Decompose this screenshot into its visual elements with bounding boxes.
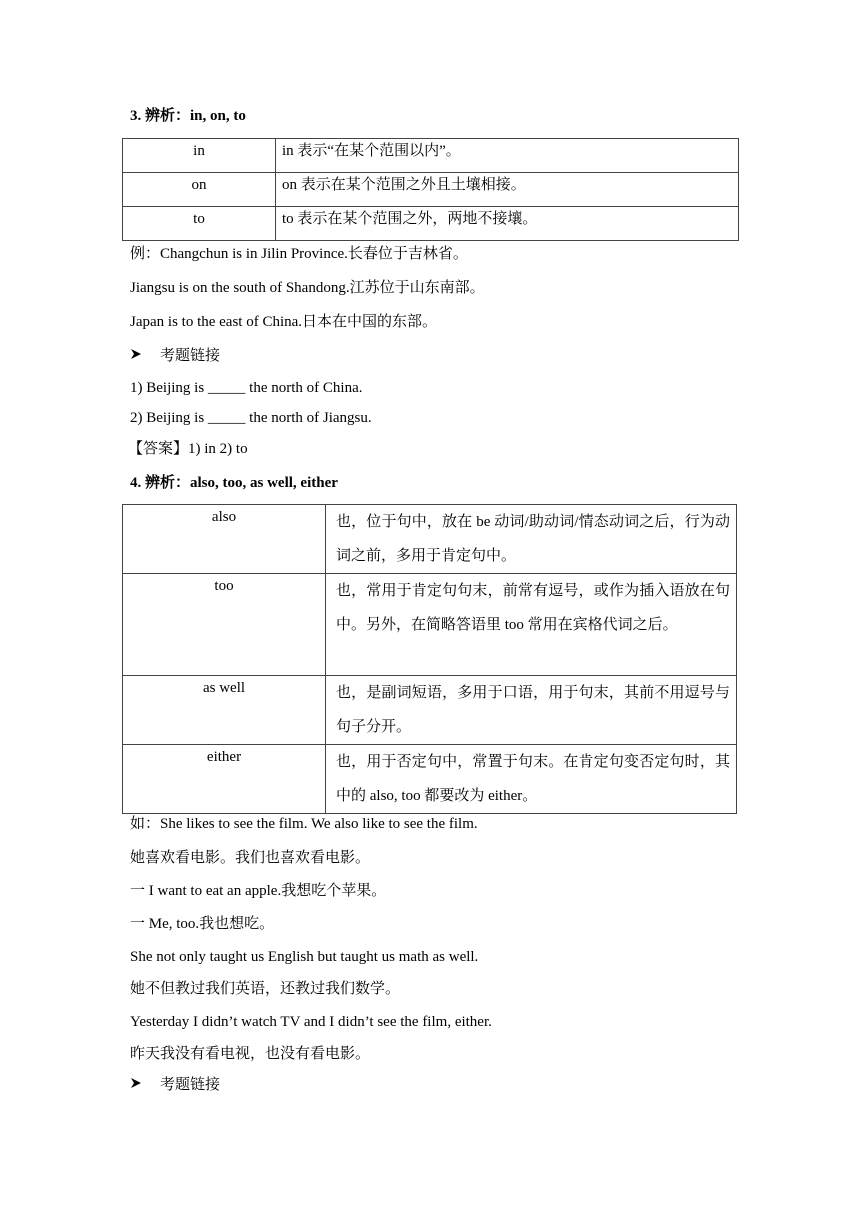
table-row bbox=[123, 505, 737, 574]
also-too-table bbox=[122, 504, 737, 814]
table-row bbox=[123, 173, 739, 207]
section4-heading: 4. 辨析：also, too, as well, either bbox=[130, 475, 338, 491]
question-line: 2) Beijing is _____ the north of Jiangsu. bbox=[130, 410, 372, 426]
arrowhead-bullet-icon bbox=[130, 346, 160, 366]
exam-link-label: 考题链接 bbox=[160, 348, 221, 364]
example-line: 一 I want to eat an apple.我想吃个苹果。 bbox=[130, 883, 387, 899]
answer-line: 【答案】1) in 2) to bbox=[128, 441, 248, 457]
example-line: 她喜欢看电影。我们也喜欢看电影。 bbox=[130, 850, 371, 866]
table-row bbox=[123, 745, 737, 814]
arrowhead-bullet-icon bbox=[130, 1075, 160, 1095]
exam-link-label: 考题链接 bbox=[160, 1077, 221, 1093]
description-cell: to 表示在某个范围之外，两地不接壤。 bbox=[276, 207, 739, 241]
table-row bbox=[123, 676, 737, 745]
term-cell: either bbox=[123, 745, 326, 814]
in-on-to-table bbox=[122, 138, 739, 241]
term-cell: too bbox=[123, 574, 326, 676]
description-cell: 也，常用于肯定句句末，前常有逗号，或作为插入语放在句中。另外，在简略答语里 too 常用在宾格代词之后。 bbox=[326, 574, 737, 676]
term-cell: in bbox=[123, 139, 276, 173]
example-line: 如：She likes to see the film. We also like to see the film. bbox=[130, 816, 478, 832]
description-cell: 也，位于句中，放在 be 动词/助动词/情态动词之后，行为动词之前，多用于肯定句中。 bbox=[326, 505, 737, 574]
exam-link-heading bbox=[130, 1075, 220, 1095]
example-line: She not only taught us English but taught us math as well. bbox=[130, 949, 479, 965]
example-line: 她不但教过我们英语，还教过我们数学。 bbox=[130, 981, 401, 997]
term-cell: also bbox=[123, 505, 326, 574]
section3-heading: 3. 辨析：in, on, to bbox=[130, 108, 246, 124]
table-row bbox=[123, 207, 739, 241]
example-line: 昨天我没有看电视，也没有看电影。 bbox=[130, 1046, 371, 1062]
table-row bbox=[123, 574, 737, 676]
description-cell: in 表示“在某个范围以内”。 bbox=[276, 139, 739, 173]
example-line: Yesterday I didn’t watch TV and I didn’t see the film, either. bbox=[130, 1014, 492, 1030]
example-line: 例：Changchun is in Jilin Province.长春位于吉林省。 bbox=[130, 246, 468, 262]
description-cell: 也，用于否定句中，常置于句末。在肯定句变否定句时，其中的 also, too 都要改为 either。 bbox=[326, 745, 737, 814]
question-line: 1) Beijing is _____ the north of China. bbox=[130, 380, 363, 396]
example-line: Jiangsu is on the south of Shandong.江苏位于山东南部。 bbox=[130, 280, 485, 296]
example-line: Japan is to the east of China.日本在中国的东部。 bbox=[130, 314, 438, 330]
term-cell: on bbox=[123, 173, 276, 207]
term-cell: as well bbox=[123, 676, 326, 745]
description-cell: 也，是副词短语，多用于口语，用于句末，其前不用逗号与句子分开。 bbox=[326, 676, 737, 745]
description-cell: on 表示在某个范围之外且土壤相接。 bbox=[276, 173, 739, 207]
table-row bbox=[123, 139, 739, 173]
exam-link-heading bbox=[130, 346, 220, 366]
term-cell: to bbox=[123, 207, 276, 241]
example-line: 一 Me, too.我也想吃。 bbox=[130, 916, 275, 932]
